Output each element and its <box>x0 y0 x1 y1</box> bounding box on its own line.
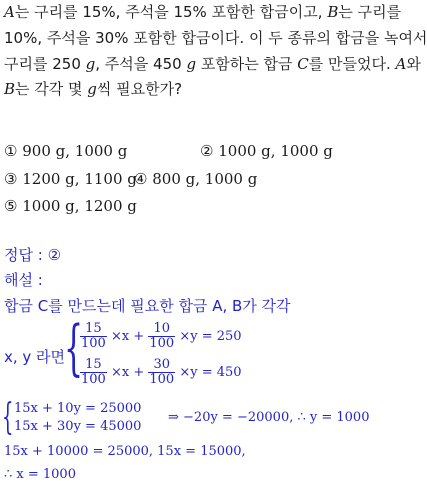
system-eq-2: 15x + 30y = 45000 <box>14 419 142 434</box>
solution-label: 해설 : <box>4 271 43 289</box>
problem-line-4: B는 각각 몇 g씩 필요한가? <box>4 80 183 98</box>
equation-1: $\frac{15}{100}$ ×x + $\frac{10}{100}$ ×y = 250 <box>81 321 242 351</box>
solution-let-prefix: x, y 라면 <box>4 348 66 366</box>
problem-line-1: A는 구리를 15%, 주석을 15% 포함한 합금이고, B는 구리를 <box>4 3 402 21</box>
choice-1[interactable]: ① 900 g, 1000 g <box>4 142 128 160</box>
left-brace: { <box>64 313 84 383</box>
equation-2: $\frac{15}{100}$ ×x + $\frac{30}{100}$ ×y = 450 <box>81 357 242 387</box>
problem-line-3: 구리를 250 g, 주석을 450 g 포함하는 합금 C를 만들었다. A와 <box>4 55 421 73</box>
choice-4[interactable]: ④ 800 g, 1000 g <box>134 170 258 188</box>
choice-5[interactable]: ⑤ 1000 g, 1200 g <box>4 197 137 215</box>
system-result: ⇒ −20y = −20000, ∴ y = 1000 <box>168 410 370 425</box>
choice-2[interactable]: ② 1000 g, 1000 g <box>200 142 333 160</box>
solution-line-1: 합금 C를 만드는데 필요한 합금 A, B가 각각 <box>4 297 291 315</box>
solution-line-6: ∴ x = 1000 <box>4 467 76 482</box>
var-c: C <box>297 55 309 73</box>
system-brace: { <box>2 397 14 438</box>
problem-line-2: 10%, 주석을 30% 포함한 합금이다. 이 두 종류의 합금을 녹여서 <box>4 29 427 47</box>
var-a: A <box>4 3 15 21</box>
solution-line-5: 15x + 10000 = 25000, 15x = 15000, <box>4 444 246 459</box>
system-eq-1: 15x + 10y = 25000 <box>14 401 142 416</box>
answer-label: 정답 : ② <box>4 246 62 264</box>
choice-3[interactable]: ③ 1200 g, 1100 g <box>4 170 137 188</box>
var-b: B <box>327 3 339 21</box>
